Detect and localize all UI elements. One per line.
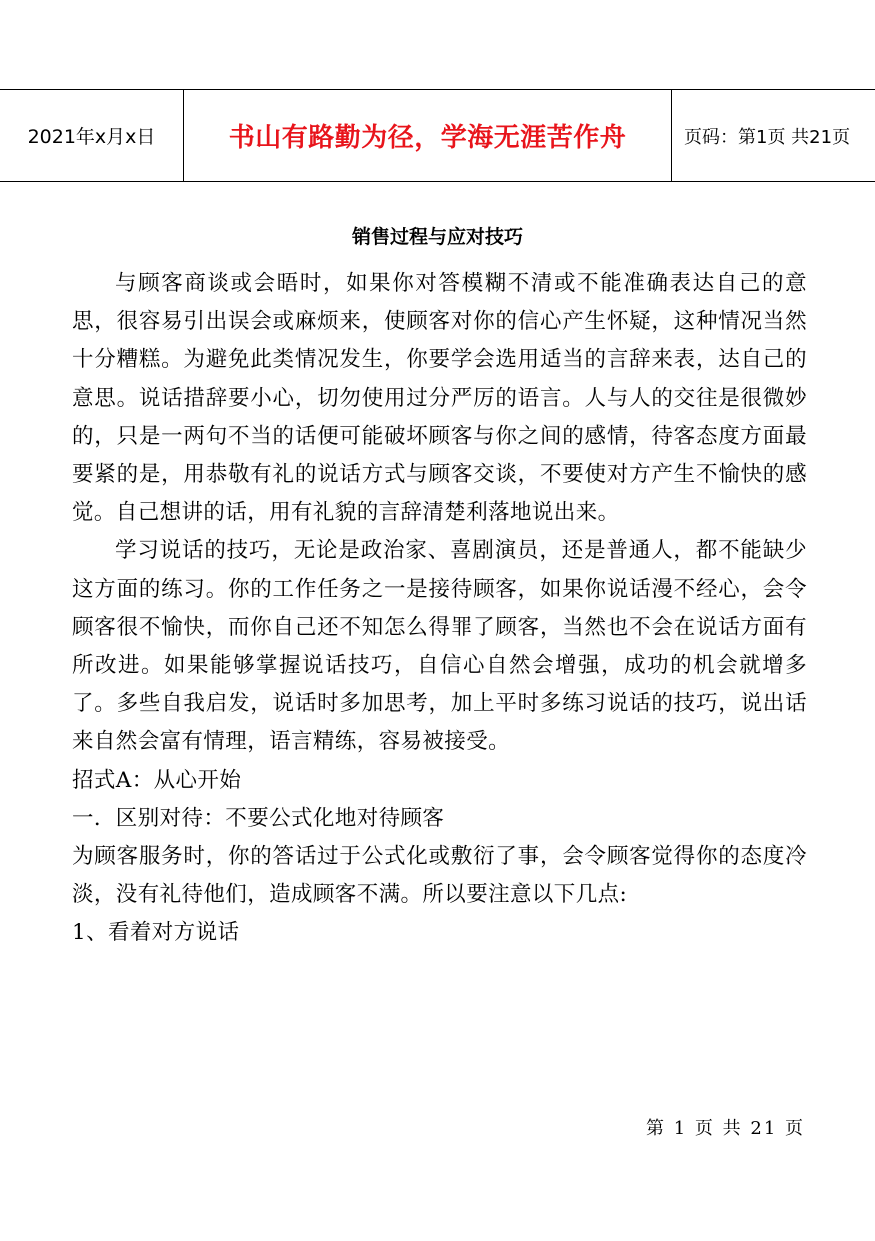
paragraph: 为顾客服务时，你的答话过于公式化或敷衍了事，会令顾客觉得你的态度冷淡，没有礼待他们，造成顾客不满。所以要注意以下几点: [72, 844, 807, 908]
page-footer: 第 1 页 共 21 页 [646, 1118, 805, 1139]
section-heading: 招式A：从心开始 [72, 767, 242, 793]
document-body [72, 265, 807, 953]
subsection-heading: 一．区别对待：不要公式化地对待顾客 [72, 805, 445, 831]
header-page-info: 页码：第1页 共21页 [684, 126, 851, 148]
paragraph: 与顾客商谈或会晤时，如果你对答模糊不清或不能准确表达自己的意思，很容易引出误会或麻烦来，使顾客对你的信心产生怀疑，这种情况当然十分糟糕。为避免此类情况发生，你要学会选用适当的言辞来表，达自己的意思。说话措辞要小心，切勿使用过分严厉的语言。人与人的交往是很微妙的，只是一两句不当的话便可能破坏顾客与你之间的感情，待客态度方面最要紧的是，用恭敬有礼的说话方式与顾客交谈，不要使对方产生不愉快的感觉。自己想讲的话，用有礼貌的言辞清楚利落地说出来。 [72, 271, 807, 526]
paragraph: 学习说话的技巧，无论是政治家、喜剧演员，还是普通人，都不能缺少这方面的练习。你的工作任务之一是接待顾客，如果你说话漫不经心，会令顾客很不愉快，而你自己还不知怎么得罪了顾客，当然也不会在说话方面有所改进。如果能够掌握说话技巧，自信心自然会增强，成功的机会就增多了。多些自我启发，说话时多加思考，加上平时多练习说话的技巧，说出话来自然会富有情理，语言精练，容易被接受。 [72, 538, 807, 755]
header-motto: 书山有路勤为径，学海无涯苦作舟 [228, 123, 627, 153]
list-item: 1、看着对方说话 [72, 920, 240, 946]
header-date: 2021年x月x日 [27, 126, 156, 148]
page-header [0, 89, 875, 182]
document-title: 销售过程与应对技巧 [351, 226, 523, 248]
